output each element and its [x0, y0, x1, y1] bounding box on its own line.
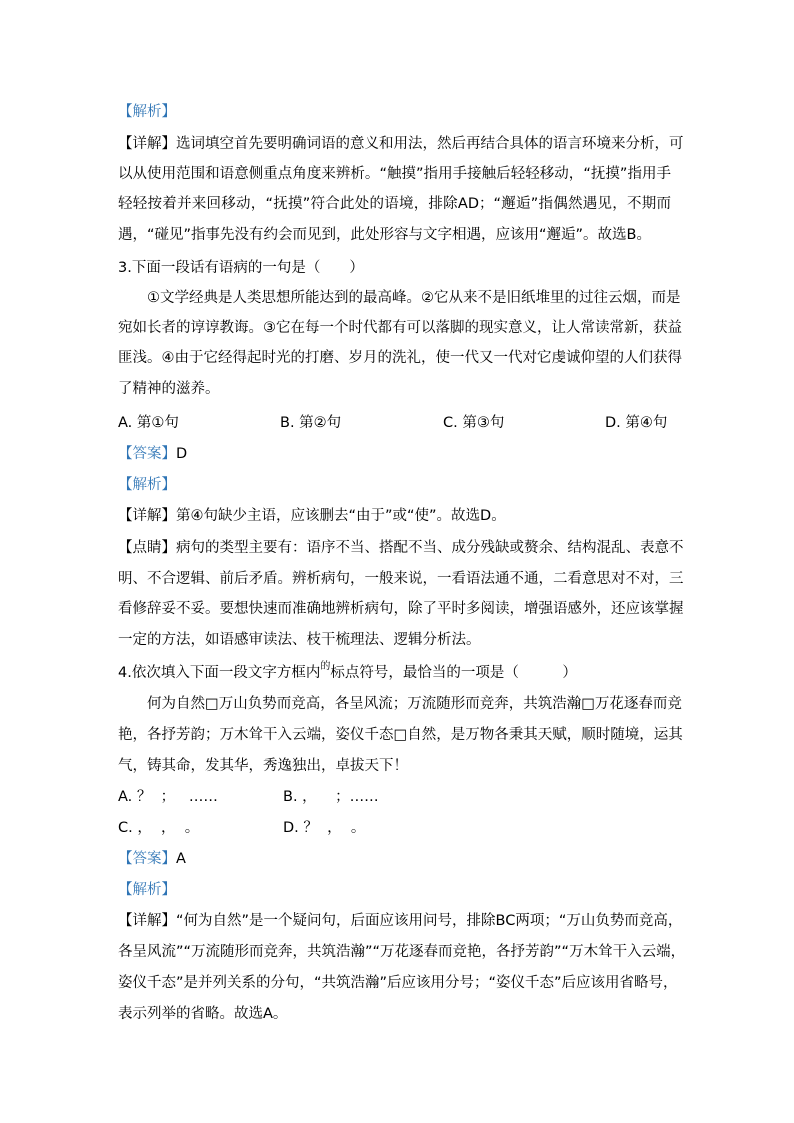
answer-line — [118, 443, 671, 465]
detail-text: 选词填空首先要明确词语的意义和用法，然后再结合具体的语言环境来分析，可 — [176, 136, 684, 152]
detail-line — [118, 133, 684, 155]
tip-line — [118, 537, 684, 559]
option-b: B. 第②句 — [280, 415, 342, 431]
option-c: C. ， ， 。 — [118, 820, 200, 836]
option-a: A. ？ ； …… — [118, 789, 218, 805]
detail-line: 姿仪千态”是并列关系的分句，“共筑浩瀚”后应该用分号；“姿仪千态”后应该用省略号， — [118, 975, 678, 991]
passage-line: 艳，各抒芳韵；万木耸干入云端，姿仪千态□自然，是万物各秉其天赋，顺时随境，运其 — [118, 727, 683, 743]
question-stem: 3.下面一段话有语病的一句是（ ） — [118, 260, 364, 276]
tip-line: 看修辞妥不妥。要想快速而准确地辨析病句，除了平时多阅读，增强语感外，还应该掌握 — [118, 601, 684, 617]
tip-line: 明、不合逻辑、前后矛盾。辨析病句，一般来说，一看语法通不通，二看意思对不对，三 — [118, 571, 684, 587]
passage-line: 气，铸其命，发其华，秀逸独出，卓拔天下！ — [118, 758, 408, 774]
answer-label: 【答案】 — [118, 446, 176, 462]
analysis-heading: 【解析】 — [118, 104, 176, 120]
stem-text: 标点符号，最恰当的一项是（ ） — [330, 665, 577, 681]
answer-value: D — [176, 446, 188, 462]
detail-line: 以从使用范围和语意侧重点角度来辨析。“触摸”指用手接触后轻轻移动，“抚摸”指用手 — [118, 166, 671, 182]
tip-line: 一定的方法，如语感审读法、枝干梳理法、逻辑分析法。 — [118, 632, 481, 648]
detail-text: “何为自然”是一个疑问句，后面应该用问号，排除BC两项；“万山负势而竞高， — [176, 913, 683, 929]
detail-line — [118, 505, 671, 527]
detail-line: 遇，“碰见”指事先没有约会而见到，此处形容与文字相遇，应该用“邂逅”。故选B。 — [118, 227, 651, 243]
passage-line: 匪浅。④由于它经得起时光的打磨、岁月的洗礼，使一代又一代对它虔诚仰望的人们获得 — [118, 350, 682, 366]
detail-label: 【详解】 — [118, 508, 176, 524]
analysis-heading: 【解析】 — [118, 477, 176, 493]
stem-superscript: 的 — [320, 661, 331, 672]
passage-line: 宛如长者的谆谆教诲。③它在每一个时代都有可以落脚的现实意义，让人常读常新，获益 — [118, 320, 682, 336]
stem-text: 4.依次填入下面一段文字方框内 — [118, 665, 321, 681]
option-d: D. 第④句 — [605, 415, 668, 431]
passage-line: 何为自然□万山负势而竞高，各呈风流；万流随形而竞奔，共筑浩瀚□万花逐春而竞 — [147, 696, 682, 712]
answer-line — [118, 848, 671, 870]
option-d: D. ？ ， 。 — [283, 820, 366, 836]
tip-text: 病句的类型主要有：语序不当、搭配不当、成分残缺或赘余、结构混乱、表意不 — [176, 540, 684, 556]
analysis-heading: 【解析】 — [118, 882, 176, 898]
option-c: C. 第③句 — [443, 415, 505, 431]
answer-value: A — [176, 851, 186, 867]
detail-line — [118, 910, 683, 932]
answer-label: 【答案】 — [118, 851, 176, 867]
tip-label: 【点睛】 — [118, 540, 176, 556]
detail-line: 轻轻按着并来回移动，“抚摸”符合此处的语境，排除AD；“邂逅”指偶然遇见，不期而 — [118, 196, 671, 212]
question-stem — [118, 662, 671, 684]
detail-label: 【详解】 — [118, 136, 176, 152]
option-b: B. ， ；…… — [283, 789, 379, 805]
detail-line: 各呈风流”“万流随形而竞奔，共筑浩瀚”“万花逐春而竞艳，各抒芳韵”“万木耸干入云端， — [118, 944, 686, 960]
detail-text: 第④句缺少主语，应该删去“由于”或“使”。故选D。 — [176, 508, 506, 524]
passage-line: ①文学经典是人类思想所能达到的最高峰。②它从来不是旧纸堆里的过往云烟，而是 — [147, 290, 681, 306]
detail-label: 【详解】 — [118, 913, 176, 929]
detail-line: 表示列举的省略。故选A。 — [118, 1006, 288, 1022]
option-a: A. 第①句 — [118, 415, 179, 431]
passage-line: 了精神的滋养。 — [118, 381, 220, 397]
